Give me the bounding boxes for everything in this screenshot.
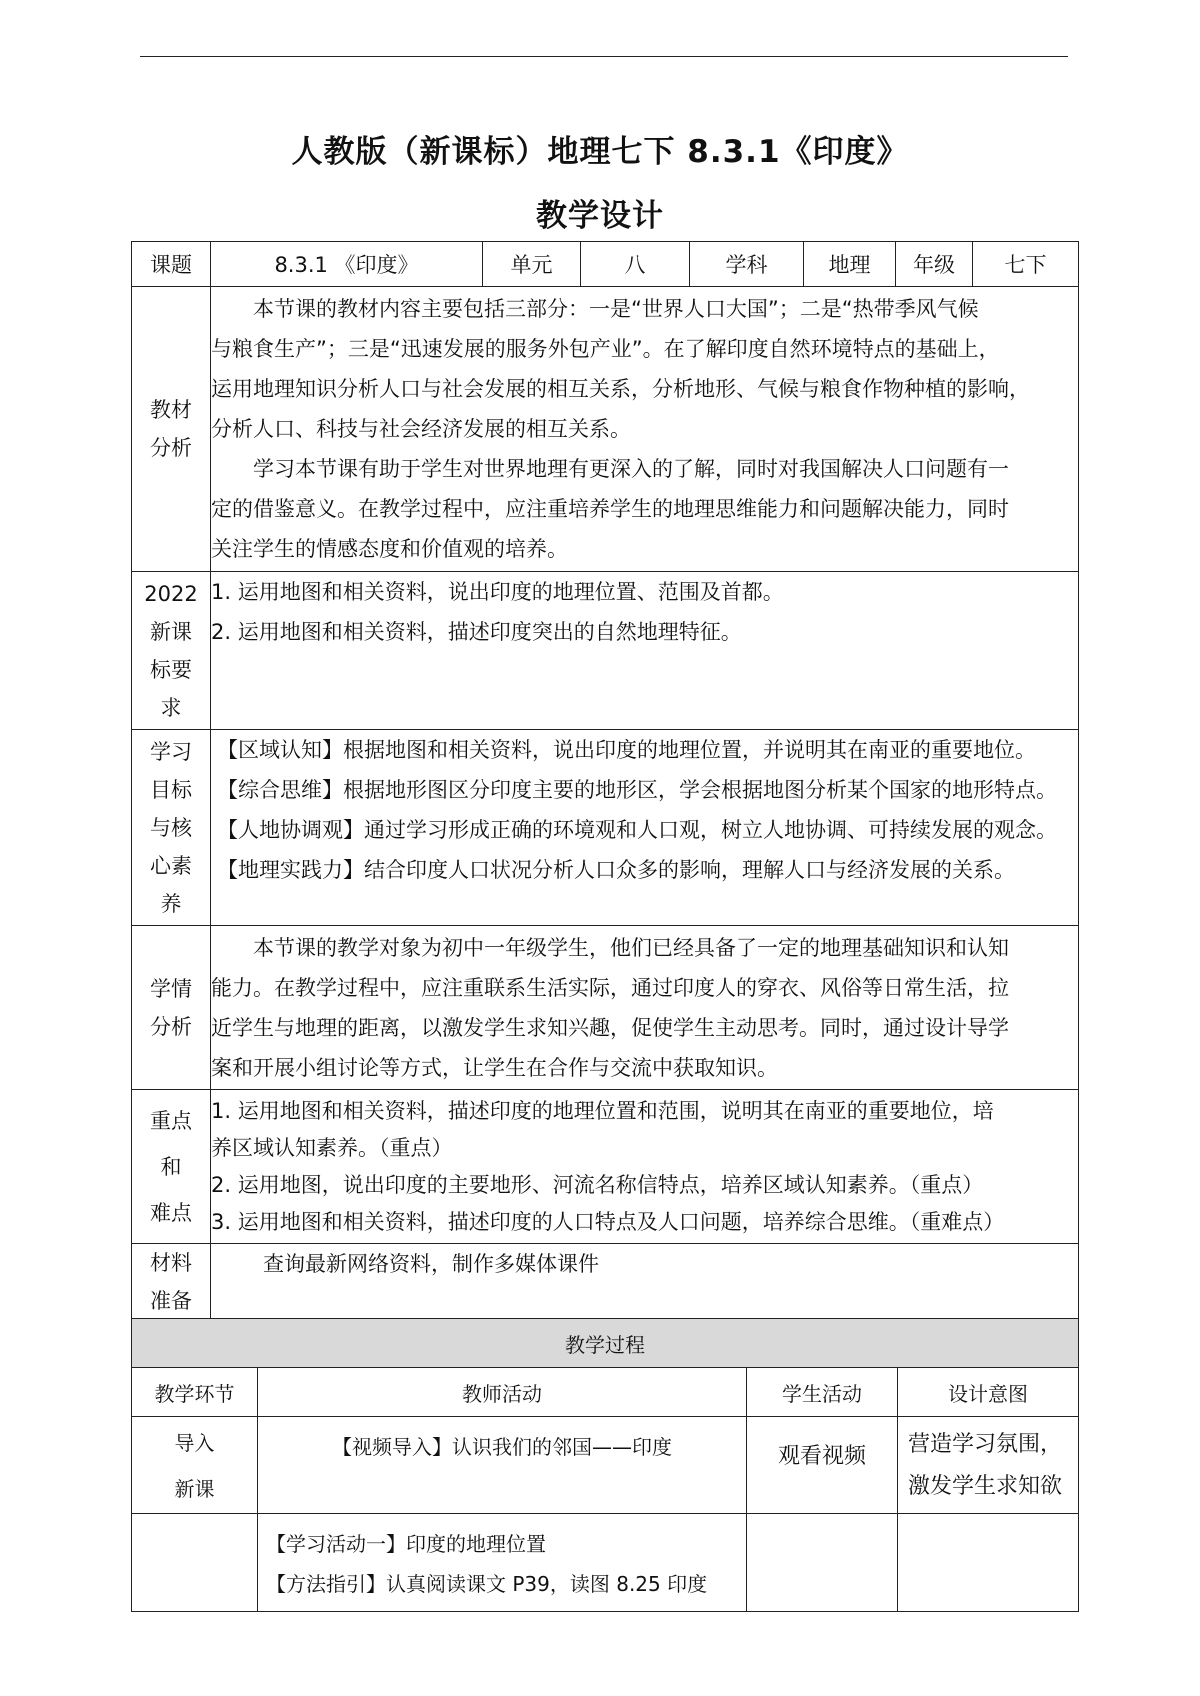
learners-content: 本节课的教学对象为初中一年级学生，他们已经具备了一定的地理基础知识和认知 能力。在教学过程中，应注重联系生活实际，通过印度人的穿衣、风俗等日常生活，拉 近学生与地理的距离，以激发学生求知兴趣，促使学生主动思考。同时，通过设计导学 案和开展小组讨论等方式，让学生在合作与交流中获取知识。 — [211, 926, 1079, 1090]
analysis-label: 教材 分析 — [132, 287, 211, 572]
keypoints-label: 重点 和 难点 — [132, 1090, 211, 1244]
process-row — [132, 1514, 1079, 1612]
topic-value: 8.3.1 《印度》 — [211, 242, 483, 287]
student-activity-cell: 观看视频 — [747, 1417, 898, 1514]
standards-row — [132, 572, 1079, 730]
topic-label: 课题 — [132, 242, 211, 287]
student-activity-cell — [747, 1514, 898, 1612]
subject-value: 地理 — [804, 242, 896, 287]
teacher-activity-cell: 【学习活动一】印度的地理位置 【方法指引】认真阅读课文 P39，读图 8.25 印度 — [258, 1514, 747, 1612]
standard-item: 1. 运用地图和相关资料，说出印度的地理位置、范围及首都。 — [211, 580, 784, 604]
col-intent-header: 设计意图 — [898, 1368, 1079, 1417]
unit-label: 单元 — [483, 242, 581, 287]
learners-label: 学情 分析 — [132, 926, 211, 1090]
process-header-row — [132, 1368, 1079, 1417]
standards-content — [211, 572, 1079, 730]
process-table — [131, 1318, 1079, 1612]
design-intent-cell — [898, 1514, 1079, 1612]
unit-value: 八 — [581, 242, 690, 287]
col-student-header: 学生活动 — [747, 1368, 898, 1417]
document-title: 人教版（新课标）地理七下 8.3.1《印度》 — [291, 134, 909, 170]
materials-content: 查询最新网络资料，制作多媒体课件 — [211, 1244, 1079, 1321]
col-teacher-header: 教师活动 — [258, 1368, 747, 1417]
document-subtitle: 教学设计 — [536, 198, 664, 234]
goal-item: 【地理实践力】结合印度人口状况分析人口众多的影响，理解人口与经济发展的关系。 — [217, 858, 1015, 882]
process-title-row — [132, 1319, 1079, 1368]
learners-row — [132, 926, 1079, 1090]
stage-cell: 导入 新课 — [132, 1417, 258, 1514]
goal-item: 【综合思维】根据地形图区分印度主要的地形区，学会根据地图分析某个国家的地形特点。 — [217, 778, 1057, 802]
materials-label: 材料 准备 — [132, 1244, 211, 1321]
goals-content — [211, 730, 1079, 926]
grade-label: 年级 — [896, 242, 973, 287]
goals-label: 学习 目标 与核 心素 养 — [132, 730, 211, 926]
process-title: 教学过程 — [132, 1319, 1079, 1368]
info-row — [132, 242, 1079, 287]
col-stage-header: 教学环节 — [132, 1368, 258, 1417]
lesson-info-table — [131, 241, 1079, 1321]
header-rule — [140, 56, 1068, 57]
analysis-content: 本节课的教材内容主要包括三部分：一是“世界人口大国”；二是“热带季风气候 与粮食生产”；三是“迅速发展的服务外包产业”。在了解印度自然环境特点的基础上， 运用地理知识分析人口与社会发展的相互关系，分析地形、气候与粮食作物种植的影响， 分析人口、科技与社会经济发展的相互关系。 学习本节课有助于学生对世界地理有更深入的了解，同时对我国解决人口问题有一 定的借鉴意义。在教学过程中，应注重培养学生的地理思维能力和问题解决能力，同时 关注学生的情感态度和价值观的培养。 — [211, 287, 1079, 572]
goal-item: 【人地协调观】通过学习形成正确的环境观和人口观，树立人地协调、可持续发展的观念。 — [217, 818, 1057, 842]
design-intent-cell: 营造学习氛围， 激发学生求知欲 — [898, 1417, 1079, 1514]
materials-row — [132, 1244, 1079, 1321]
teacher-activity-cell: 【视频导入】认识我们的邻国——印度 — [258, 1417, 747, 1514]
analysis-row — [132, 287, 1079, 572]
keypoints-content: 1. 运用地图和相关资料，描述印度的地理位置和范围，说明其在南亚的重要地位，培 养区域认知素养。（重点） 2. 运用地图，说出印度的主要地形、河流名称信特点，培养区域认知素养。（重点） 3. 运用地图和相关资料，描述印度的人口特点及人口问题，培养综合思维。（重难点） — [211, 1090, 1079, 1244]
keypoints-row — [132, 1090, 1079, 1244]
goals-row — [132, 730, 1079, 926]
standards-label: 2022 新课 标要 求 — [132, 572, 211, 730]
subject-label: 学科 — [690, 242, 804, 287]
goal-item: 【区域认知】根据地图和相关资料，说出印度的地理位置，并说明其在南亚的重要地位。 — [217, 738, 1036, 762]
stage-cell — [132, 1514, 258, 1612]
process-row — [132, 1417, 1079, 1514]
grade-value: 七下 — [973, 242, 1079, 287]
standard-item: 2. 运用地图和相关资料，描述印度突出的自然地理特征。 — [211, 620, 742, 644]
